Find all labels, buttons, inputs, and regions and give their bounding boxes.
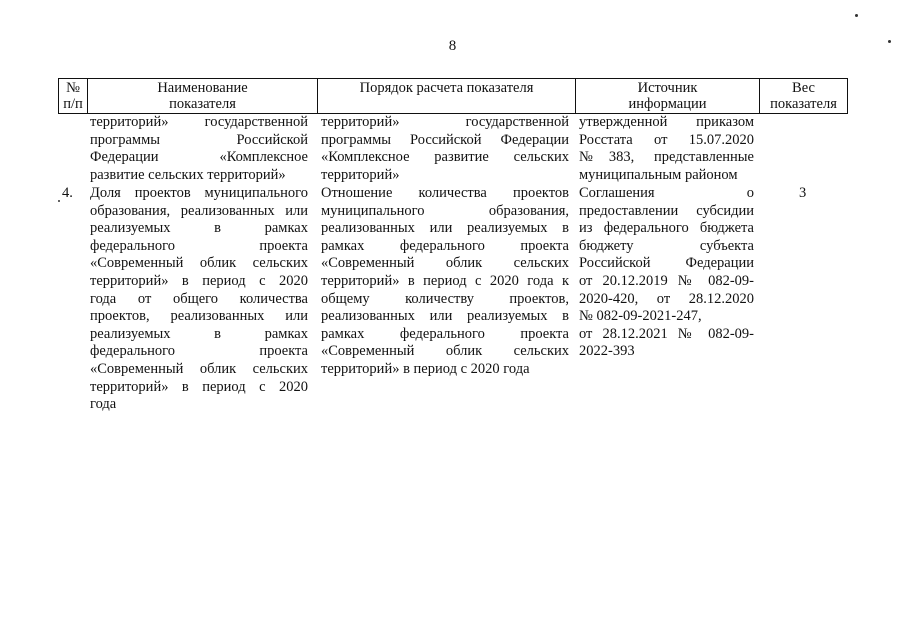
page-number: 8 xyxy=(448,38,457,54)
table-header xyxy=(58,78,848,114)
continuation-method-cell: территорий» государственной программы Российской Федерации «Комплексное развитие сельских территорий» xyxy=(321,114,569,183)
scan-speck xyxy=(855,14,858,17)
row-number: 4. xyxy=(62,185,73,201)
row4-name-cell: Доля проектов муниципального образования, реализованных или реализуемых в рамках федерального проекта «Современный облик сельских территорий» в период с 2020 года от общего количества проектов, реализованных или реализуемых в рамках федерального проекта «Современный облик сельских территорий» в период с 2020 года xyxy=(90,185,308,413)
row4-weight: 3 xyxy=(799,185,807,201)
header-indicator-name: Наименование показателя xyxy=(88,79,318,114)
row4-method-cell: Отношение количества проектов муниципального образования, реализованных или реализуемых в рамках федерального проекта «Современный облик сельских территорий» в период с 2020 года к общему количеству проектов, реализованных или реализуемых в рамках федерального проекта «Современный облик сельских территорий» в период с 2020 года xyxy=(321,185,569,377)
header-info-source: Источник информации xyxy=(576,79,760,114)
header-calculation-method: Порядок расчета показателя xyxy=(318,79,576,114)
header-weight: Вес показателя xyxy=(760,79,848,114)
scan-speck xyxy=(58,200,60,202)
header-number: № п/п xyxy=(59,79,88,114)
scan-speck xyxy=(888,40,891,43)
row4-source-cell: Соглашения о предоставлении субсидии из федерального бюджета бюджету субъекта Российской Федерации от 20.12.2019 № 082-09- 2020-420, от 28.12.2020 № 082-09-2021-247, от 28.12.2021 № 082-09- 2022-393 xyxy=(579,185,754,360)
continuation-name-cell: территорий» государственной программы Российской Федерации «Комплексное развитие сельских территорий» xyxy=(90,114,308,183)
continuation-source-cell: утвержденной приказом Росстата от 15.07.2020 №383, представленные муниципальным районом xyxy=(579,114,754,183)
